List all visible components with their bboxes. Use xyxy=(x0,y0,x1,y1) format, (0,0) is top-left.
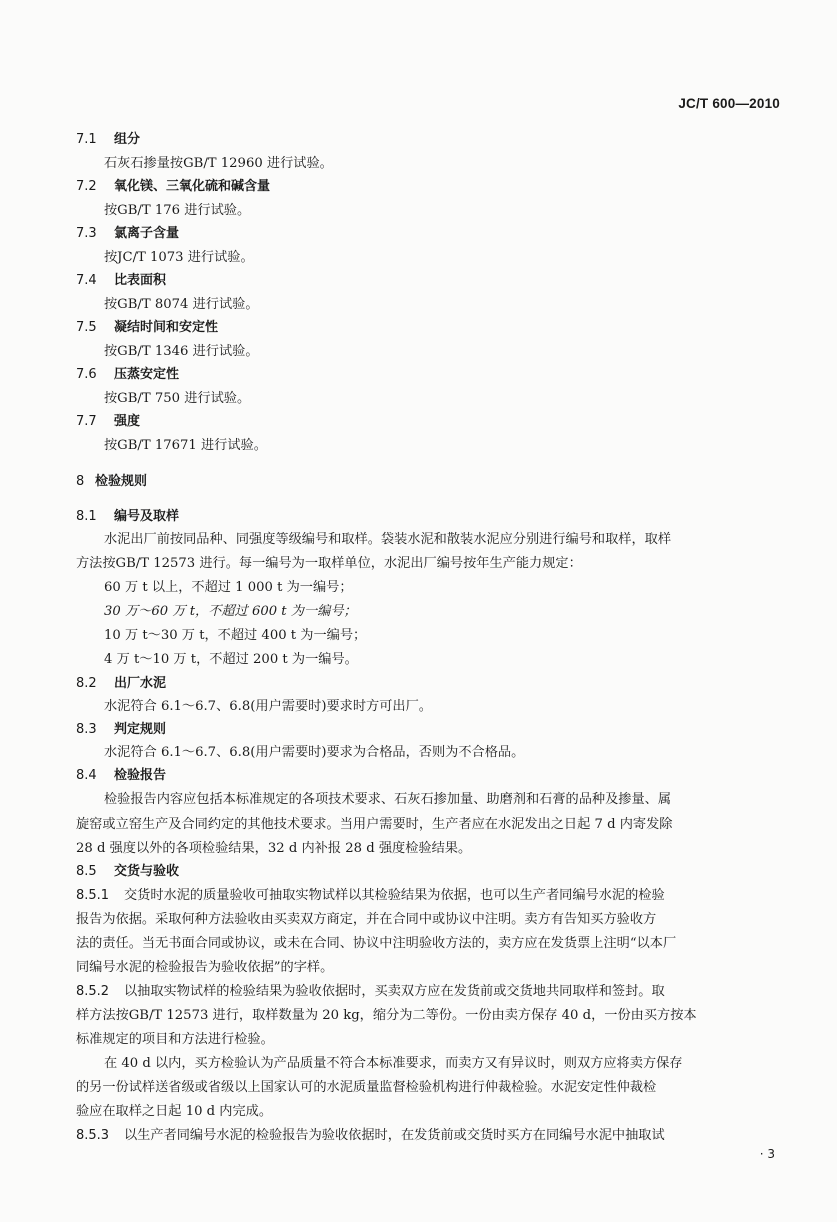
clause-number: 8.2 xyxy=(76,676,97,691)
clause-body: 水泥符合 6.1～6.7、6.8(用户需要时)要求时方可出厂。 xyxy=(104,699,432,714)
paragraph-line: 标准规定的项目和方法进行检验。 xyxy=(76,1032,274,1047)
clause-title: 氯离子含量 xyxy=(114,226,180,241)
paragraph-line: 以生产者同编号水泥的检验报告为验收依据时，在发货前或交货时买方在同编号水泥中抽取试 xyxy=(124,1128,665,1143)
clause-body: 按JC/T 1073 进行试验。 xyxy=(104,250,254,265)
clause-title: 判定规则 xyxy=(114,722,167,737)
clause-body: 按GB/T 1346 进行试验。 xyxy=(104,344,259,359)
section-number: 8 xyxy=(76,474,85,489)
paragraph-line: 以抽取实物试样的检验结果为验收依据时，买卖双方应在发货前或交货地共同取样和签封。取 xyxy=(124,984,665,999)
clause-number: 7.2 xyxy=(76,179,97,194)
clause-body: 按GB/T 17671 进行试验。 xyxy=(104,438,267,453)
section-title: 检验规则 xyxy=(95,474,148,489)
clause-title: 凝结时间和安定性 xyxy=(114,320,219,335)
clause-body: 按GB/T 8074 进行试验。 xyxy=(104,297,259,312)
clause-title: 强度 xyxy=(114,414,141,429)
clause-number: 7.7 xyxy=(76,414,97,429)
clause-number: 8.1 xyxy=(76,509,97,524)
paragraph-line: 旋窑或立窑生产及合同约定的其他技术要求。当用户需要时，生产者应在水泥发出之日起 7 d 内寄发除 xyxy=(76,817,673,832)
list-item: 10 万 t～30 万 t，不超过 400 t 为一编号； xyxy=(104,628,367,643)
clause-number: 8.5.3 xyxy=(76,1128,110,1143)
clause-number: 8.5 xyxy=(76,864,97,879)
paragraph-line: 报告为依据。采取何种方法验收由买卖双方商定，并在合同中或协议中注明。卖方有告知买方验收方 xyxy=(76,912,657,927)
paragraph-line: 检验报告内容应包括本标准规定的各项技术要求、石灰石掺加量、助磨剂和石膏的品种及掺量、属 xyxy=(104,792,672,807)
clause-title: 出厂水泥 xyxy=(114,676,167,691)
clause-title: 交货与验收 xyxy=(114,864,180,879)
paragraph-line: 方法按GB/T 12573 进行。每一编号为一取样单位，水泥出厂编号按年生产能力规定： xyxy=(76,556,582,571)
clause-body: 按GB/T 750 进行试验。 xyxy=(104,391,251,406)
clause-title: 检验报告 xyxy=(114,768,167,783)
clause-title: 比表面积 xyxy=(114,273,167,288)
paragraph-line: 的另一份试样送省级或省级以上国家认可的水泥质量监督检验机构进行仲裁检验。水泥安定性仲裁检 xyxy=(76,1080,657,1095)
clause-title: 氧化镁、三氧化硫和碱含量 xyxy=(114,179,271,194)
clause-number: 8.3 xyxy=(76,722,97,737)
clause-number: 7.6 xyxy=(76,367,97,382)
standard-code: JC/T 600—2010 xyxy=(678,96,780,111)
clause-number: 8.5.2 xyxy=(76,984,110,999)
clause-body: 石灰石掺量按GB/T 12960 进行试验。 xyxy=(104,156,333,171)
list-item: 60 万 t 以上，不超过 1 000 t 为一编号； xyxy=(104,580,353,595)
list-item: 4 万 t～10 万 t，不超过 200 t 为一编号。 xyxy=(104,652,358,667)
list-item: 30 万～60 万 t，不超过 600 t 为一编号； xyxy=(104,604,357,619)
paragraph-line: 样方法按GB/T 12573 进行，取样数量为 20 kg，缩分为二等份。一份由卖方保存 40 d，一份由买方按本 xyxy=(76,1008,697,1023)
paragraph-line: 验应在取样之日起 10 d 内完成。 xyxy=(76,1104,273,1119)
clause-number: 7.4 xyxy=(76,273,97,288)
paragraph-line: 水泥出厂前按同品种、同强度等级编号和取样。袋装水泥和散装水泥应分别进行编号和取样，取样 xyxy=(104,532,672,547)
paragraph-line: 交货时水泥的质量验收可抽取实物试样以其检验结果为依据，也可以生产者同编号水泥的检验 xyxy=(124,888,665,903)
page-number: · 3 xyxy=(759,1147,775,1161)
paragraph-line: 法的责任。当无书面合同或协议，或未在合同、协议中注明验收方法的，卖方应在发货票上注明“以本厂 xyxy=(76,936,677,951)
clause-title: 组分 xyxy=(114,132,141,147)
clause-number: 7.3 xyxy=(76,226,97,241)
clause-number: 7.1 xyxy=(76,132,97,147)
clause-title: 压蒸安定性 xyxy=(114,367,180,382)
clause-title: 编号及取样 xyxy=(114,509,180,524)
clause-body: 水泥符合 6.1～6.7、6.8(用户需要时)要求为合格品，否则为不合格品。 xyxy=(104,745,525,760)
clause-number: 8.5.1 xyxy=(76,888,110,903)
paragraph-line: 在 40 d 以内，买方检验认为产品质量不符合本标准要求，而卖方又有异议时，则双方应将卖方保存 xyxy=(104,1056,683,1071)
paragraph-line: 28 d 强度以外的各项检验结果，32 d 内补报 28 d 强度检验结果。 xyxy=(76,841,472,856)
paragraph-line: 同编号水泥的检验报告为验收依据”的字样。 xyxy=(76,960,334,975)
clause-number: 8.4 xyxy=(76,768,97,783)
clause-body: 按GB/T 176 进行试验。 xyxy=(104,203,251,218)
clause-number: 7.5 xyxy=(76,320,97,335)
